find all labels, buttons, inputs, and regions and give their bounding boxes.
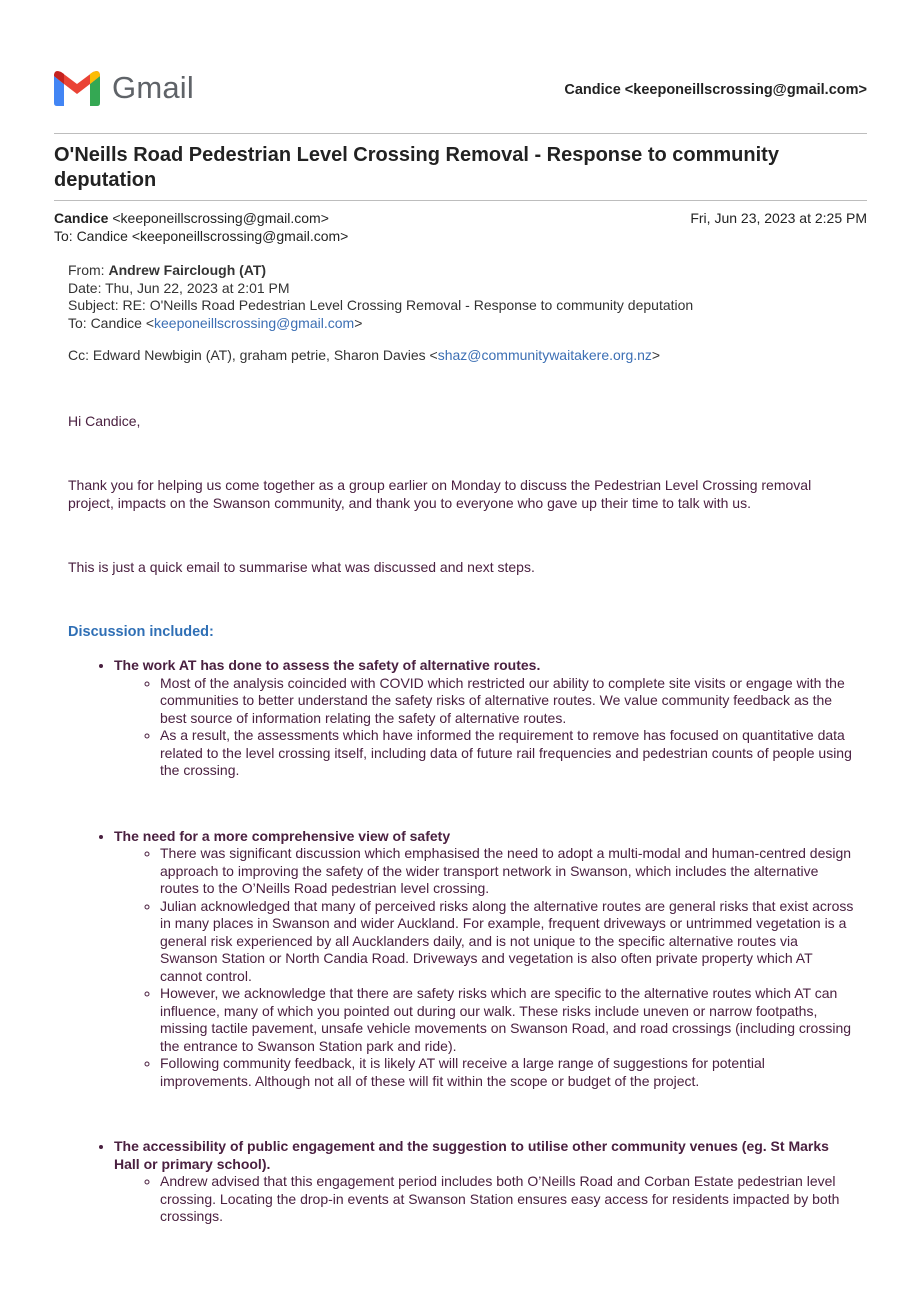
topic-points <box>114 675 858 780</box>
message-date: Fri, Jun 23, 2023 at 2:25 PM <box>690 210 867 226</box>
point-item: ◦ However, we acknowledge that there are safety risks which are specific to the alternative routes which AT can influence, many of which you pointed out during our walk. These risks include uneven or narrow footpaths, missing tactile pavement, unsafe vehicle movements on Swanson Road, and road crossings (including crossing the entrance to Swanson Station park and ride). <box>160 985 858 1055</box>
sender-email: <keeponeillscrossing@gmail.com> <box>112 210 329 226</box>
fwd-from-name: Andrew Fairclough (AT) <box>108 262 267 278</box>
topic-points <box>114 1173 858 1226</box>
subject-divider <box>54 200 867 201</box>
fwd-from: From: Andrew Fairclough (AT) <box>68 262 267 278</box>
recipient-line: To: Candice <keeponeillscrossing@gmail.com> <box>54 228 349 244</box>
gmail-m-icon <box>54 70 100 106</box>
topic-item: • The need for a more comprehensive view of safety ◦ There was significant discussion which emphasised the need to adopt a multi-modal and human-centred design approach to improving the safety of the wider transport network in Swanson, which includes the alternative routes to the O’Neills Road pedestrian level crossing. ◦ Julian acknowledged that many of perceived risks along the alternative routes are general risks that exist across in many places in Swanson and wider Auckland. For example, frequent driveways or untrimmed vegetation is a general risk experienced by all Aucklanders daily, and is not unique to the specific alternative routes via Swanson Station or North Candia Road. Driveways and vegetation is also often private property which AT cannot control. ◦ However, we acknowledge that there are safety risks which are specific to the alternative routes which AT can influence, many of which you pointed out during our walk. These risks include uneven or narrow footpaths, missing tactile pavement, unsafe vehicle movements on Swanson Road, and road crossings (including crossing the entrance to Swanson Station park and ride). ◦ Following community feedback, it is likely AT will receive a large range of suggestions for potential improvements. Although not all of these will fit within the scope or budget of the project. <box>114 828 858 1091</box>
fwd-date: Date: Thu, Jun 22, 2023 at 2:01 PM <box>68 279 290 296</box>
fwd-subject: Subject: RE: O'Neills Road Pedestrian Level Crossing Removal - Response to community deputation <box>68 297 694 313</box>
point-item: ◦ There was significant discussion which emphasised the need to adopt a multi-modal and human-centred design approach to improving the safety of the wider transport network in Swanson, which includes the alternative routes to the O’Neills Road pedestrian level crossing. <box>160 845 858 898</box>
forwarded-header <box>68 262 858 365</box>
paragraph-summary: This is just a quick email to summarise what was discussed and next steps. <box>68 559 535 575</box>
print-header <box>54 68 867 112</box>
fwd-cc: Cc: Edward Newbigin (AT), graham petrie, Sharon Davies <shaz@communitywaitakere.org.nz> <box>68 347 661 363</box>
section-heading: Discussion included: <box>68 623 214 640</box>
fwd-to: To: Candice <keeponeillscrossing@gmail.com> <box>68 314 363 331</box>
fwd-to-email-link[interactable]: keeponeillscrossing@gmail.com <box>154 314 355 331</box>
gmail-wordmark: Gmail <box>112 70 194 105</box>
sender-name: Candice <box>54 210 109 226</box>
message-meta <box>54 209 867 245</box>
topic-list <box>68 657 858 1226</box>
greeting: Hi Candice, <box>68 412 141 429</box>
point-item: ◦ Most of the analysis coincided with COVID which restricted our ability to complete site visits or engage with the communities to better understand the safety risks of alternative routes. We value community feedback as the best source of information relating the safety of alternative routes. <box>160 675 858 728</box>
account-label: Candice <keeponeillscrossing@gmail.com> <box>564 82 867 98</box>
paragraph-intro: Thank you for helping us come together as a group earlier on Monday to discuss the Pedestrian Level Crossing removal project, impacts on the Swanson community, and thank you to everyone who gave up their time to talk with us. <box>68 477 812 511</box>
thread-subject: O'Neills Road Pedestrian Level Crossing Removal - Response to community deputation <box>54 144 779 191</box>
point-item: ◦ As a result, the assessments which have informed the requirement to remove has focused on quantitative data related to the level crossing itself, including data of future rail frequencies and pedestrian counts of people using the crossing. <box>160 727 858 780</box>
message-body <box>68 262 858 1226</box>
header-divider <box>54 133 867 134</box>
topic-item: • The work AT has done to assess the safety of alternative routes. ◦ Most of the analysis coincided with COVID which restricted our ability to complete site visits or engage with the communities to better understand the safety risks of alternative routes. We value community feedback as the best source of information relating the safety of alternative routes. ◦ As a result, the assessments which have informed the requirement to remove has focused on quantitative data related to the level crossing itself, including data of future rail frequencies and pedestrian counts of people using the crossing. <box>114 657 858 780</box>
topic-item: • The accessibility of public engagement and the suggestion to utilise other community venues (eg. St Marks Hall or primary school). ◦ Andrew advised that this engagement period includes both O’Neills Road and Corban Estate pedestrian level crossing. Locating the drop-in events at Swanson Station ensures easy access for residents impacted by both crossings. <box>114 1138 858 1226</box>
point-item: ◦ Andrew advised that this engagement period includes both O’Neills Road and Corban Estate pedestrian level crossing. Locating the drop-in events at Swanson Station ensures easy access for residents impacted by both crossings. <box>160 1173 858 1226</box>
point-item: ◦ Following community feedback, it is likely AT will receive a large range of suggestions for potential improvements. Although not all of these will fit within the scope or budget of the project. <box>160 1055 858 1090</box>
fwd-cc-email-link[interactable]: shaz@communitywaitakere.org.nz <box>437 347 652 363</box>
topic-points <box>114 845 858 1090</box>
point-item: ◦ Julian acknowledged that many of perceived risks along the alternative routes are general risks that exist across in many places in Swanson and wider Auckland. For example, frequent driveways or untrimmed vegetation is a general risk experienced by all Aucklanders daily, and is not unique to the specific alternative routes via Swanson Station or North Candia Road. Driveways and vegetation is also often private property which AT cannot control. <box>160 898 858 986</box>
gmail-logo <box>54 70 194 106</box>
